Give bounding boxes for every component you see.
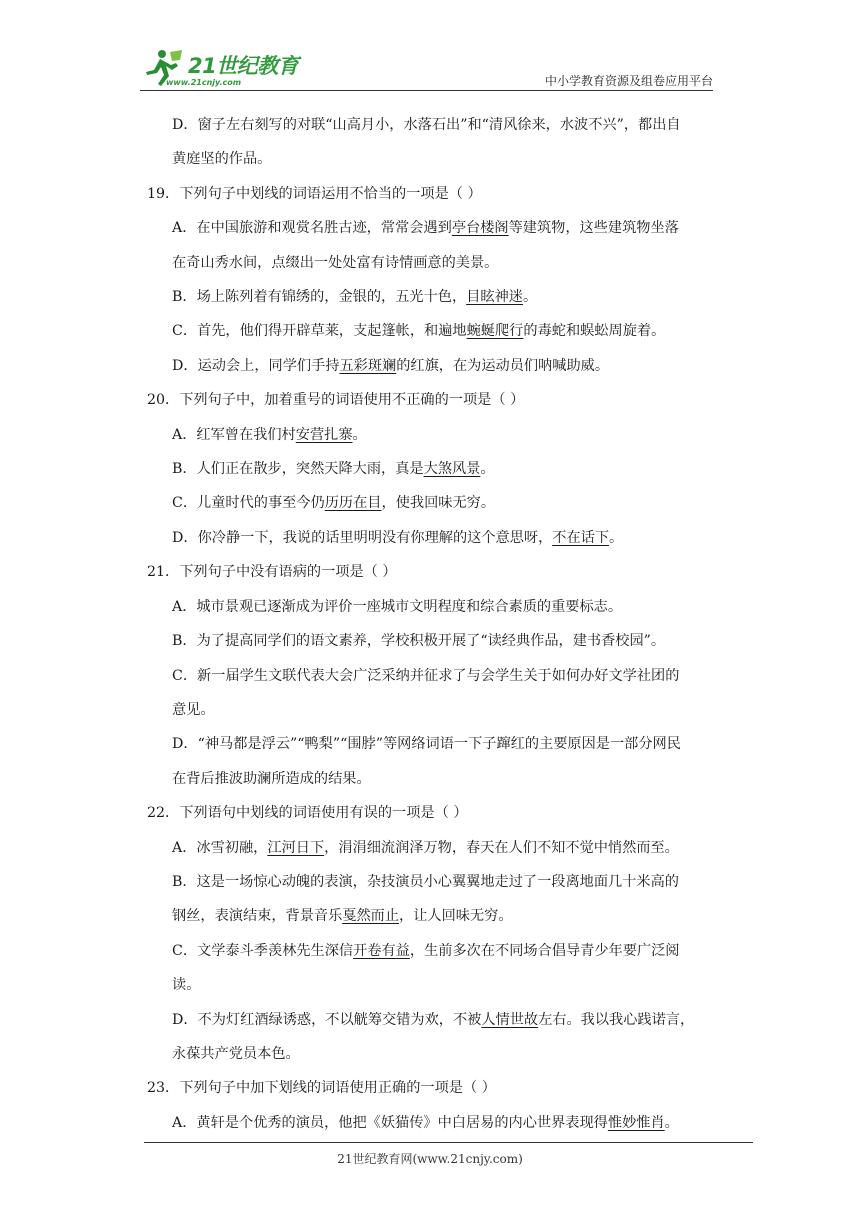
page-header [140, 44, 713, 92]
answer-option [147, 659, 717, 693]
text-span: A．红军曾在我们村 [172, 426, 296, 443]
text-span: 永葆共产党员本色。 [172, 1045, 300, 1062]
footer-divider [144, 1142, 753, 1143]
underlined-term: 戛然而止 [342, 908, 400, 925]
text-span: B．这是一场惊心动魄的表演，杂技演员小心翼翼地走过了一段离地面几十米高的 [172, 873, 679, 890]
text-span: D．“神马都是浮云”“鸭梨”“围脖”等网络词语一下子蹿红的主要原因是一部分网民 [172, 736, 681, 753]
answer-option [147, 1003, 717, 1037]
text-span: 22．下列语句中划线的词语使用有误的一项是（ ） [147, 805, 468, 822]
underlined-term: 人情世故 [481, 1011, 539, 1028]
text-span: B．人们正在散步，突然天降大雨，真是 [172, 461, 424, 478]
text-span: B．为了提高同学们的语文素养，学校积极开展了“读经典作品，建书香校园”。 [172, 633, 666, 650]
answer-option [147, 521, 717, 555]
option-continuation [147, 693, 717, 727]
text-span: C．新一届学生文联代表大会广泛采纳并征求了与会学生关于如何办好文学社团的 [172, 667, 680, 684]
text-span: A．冰雪初融， [172, 839, 268, 856]
answer-option [147, 934, 717, 968]
answer-option [147, 280, 717, 314]
underlined-term: 开卷有益 [353, 942, 410, 959]
answer-option [147, 418, 717, 452]
header-divider [140, 90, 713, 91]
text-span: 读。 [172, 977, 201, 994]
text-span: 。 [480, 461, 495, 478]
text-span: 23．下列句子中加下划线的词语使用正确的一项是（ ） [147, 1080, 496, 1097]
text-span: A．在中国旅游和观赏名胜古迹，常常会遇到 [172, 220, 452, 237]
text-span: 。 [664, 1114, 679, 1131]
question-stem [147, 796, 717, 830]
question-stem [147, 555, 717, 589]
text-span: D．不为灯红酒绿诱惑，不以觥筹交错为欢，不被 [172, 1011, 482, 1028]
underlined-term: 惟妙惟肖 [607, 1114, 665, 1131]
underlined-term: 亭台楼阁 [451, 220, 509, 237]
logo-text: 21世纪教育 [188, 54, 299, 78]
text-span: 的红旗，在为运动员们呐喊助威。 [396, 357, 610, 374]
text-span: 19．下列句子中划线的词语运用不恰当的一项是（ ） [147, 185, 482, 202]
footer-text: 21世纪教育网(www.21cnjy.com) [337, 1152, 523, 1166]
text-span: D．窗子左右刻写的对联“山高月小，水落石出”和“清风徐来，水波不兴”，都出自 [172, 117, 681, 133]
text-span: ，生前多次在不同场合倡导青少年要广泛阅 [409, 942, 680, 959]
underlined-term: 大煞风景 [423, 461, 481, 478]
text-span: ，使我回味无穷。 [381, 495, 496, 512]
option-continuation [147, 899, 717, 933]
text-span: 。 [352, 426, 367, 443]
option-continuation [147, 762, 717, 796]
answer-option [147, 486, 717, 520]
text-span: 。 [609, 529, 624, 546]
answer-option [147, 211, 717, 245]
underlined-term: 目眩神迷 [466, 289, 523, 306]
answer-option [147, 314, 717, 348]
text-span: 钢丝，表演结束，背景音乐 [172, 908, 343, 925]
underlined-term: 五彩斑斓 [339, 357, 397, 374]
option-continuation [147, 968, 717, 1002]
text-span: ，让人回味无穷。 [399, 908, 513, 925]
answer-option [147, 727, 717, 761]
option-continuation [147, 246, 717, 280]
underlined-term: 蜿蜒爬行 [466, 323, 524, 340]
answer-option [147, 624, 717, 658]
text-span: C．首先，他们得开辟草莱，支起篷帐，和遍地 [172, 323, 467, 340]
answer-option [147, 831, 717, 865]
site-logo [140, 44, 310, 92]
text-span: C．儿童时代的事至今仍 [172, 495, 325, 512]
answer-option [147, 452, 717, 486]
text-span: D．运动会上，同学们手持 [172, 357, 340, 374]
text-span: C．文学泰斗季羡林先生深信 [172, 942, 354, 959]
option-continuation [147, 142, 717, 176]
text-span: 的毒蛇和蜈蚣周旋着。 [523, 323, 666, 340]
text-span: 黄庭坚的作品。 [172, 151, 272, 168]
underlined-term: 安营扎寨 [295, 426, 353, 443]
option-continuation [147, 1037, 717, 1071]
underlined-term: 不在话下 [552, 529, 610, 546]
question-stem [147, 383, 717, 417]
question-stem [147, 177, 717, 211]
text-span: 。 [522, 289, 538, 306]
text-span: ，涓涓细流润泽万物，春天在人们不知不觉中悄然而至。 [324, 839, 679, 856]
logo-url: www.21cnjy.com [166, 78, 242, 87]
answer-option [147, 349, 717, 383]
text-span: A．黄轩是个优秀的演员，他把《妖猫传》中白居易的内心世界表现得 [172, 1114, 608, 1131]
text-span: 左右。我以我心践诺言， [538, 1011, 695, 1028]
answer-option [147, 108, 717, 142]
text-span: 等建筑物，这些建筑物坐落 [508, 220, 679, 237]
text-span: 意见。 [172, 701, 215, 718]
text-span: 在奇山秀水间，点缀出一处处富有诗情画意的美景。 [172, 254, 499, 271]
question-content [147, 108, 717, 1140]
answer-option [147, 590, 717, 624]
text-span: 21．下列句子中没有语病的一项是（ ） [147, 564, 397, 581]
text-span: A．城市景观已逐渐成为评价一座城市文明程度和综合素质的重要标志。 [172, 598, 623, 615]
underlined-term: 江河日下 [267, 839, 325, 856]
text-span: 在背后推波助澜所造成的结果。 [172, 770, 371, 787]
answer-option [147, 1106, 717, 1140]
text-span: D．你冷静一下，我说的话里明明没有你理解的这个意思呀， [172, 529, 553, 546]
underlined-term: 历历在目 [324, 495, 382, 512]
text-span: 20．下列句子中，加着重号的词语使用不正确的一项是（ ） [147, 392, 525, 409]
answer-option [147, 865, 717, 899]
text-span: B．场上陈列着有锦绣的，金银的，五光十色， [172, 289, 467, 306]
header-platform-text: 中小学教育资源及组卷应用平台 [544, 74, 713, 88]
question-stem [147, 1071, 717, 1105]
